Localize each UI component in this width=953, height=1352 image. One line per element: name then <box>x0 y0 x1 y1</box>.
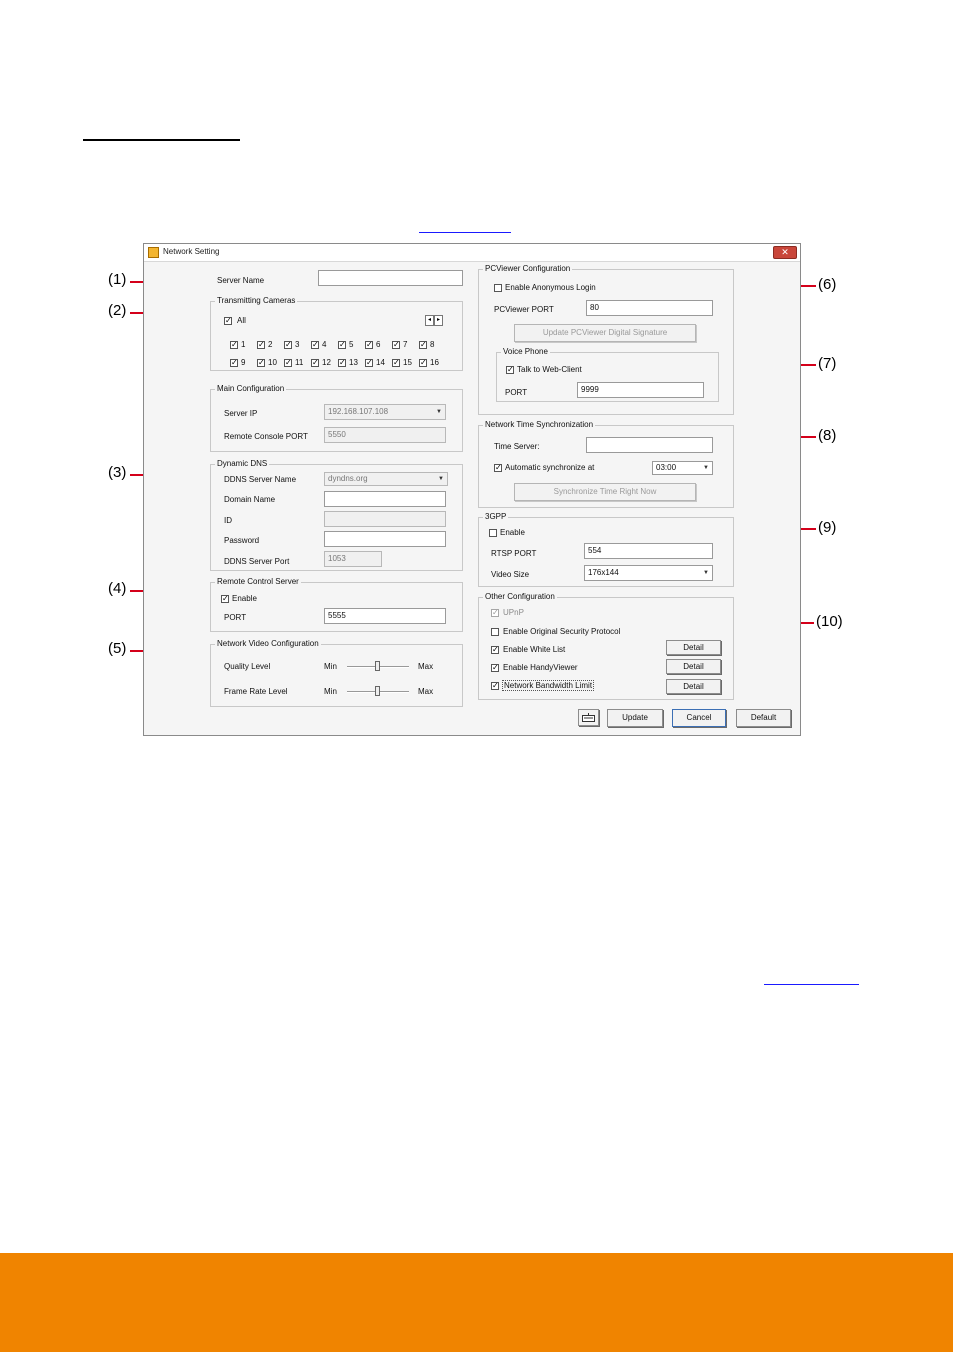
domain-name-input[interactable] <box>324 491 446 507</box>
domain-name-label: Domain Name <box>224 495 276 504</box>
video-size-value: 176x144 <box>588 568 619 577</box>
update-digital-signature-button[interactable]: Update PCViewer Digital Signature <box>514 324 696 342</box>
video-size-select[interactable] <box>584 565 713 581</box>
video-size-label: Video Size <box>491 570 530 579</box>
camera-12-label: 12 <box>322 358 331 367</box>
link-underline[interactable] <box>764 984 859 985</box>
camera-6-label: 6 <box>376 340 381 349</box>
camera-9-checkbox[interactable]: ✓ <box>231 358 238 367</box>
pcviewer-port-input[interactable]: 80 <box>586 300 713 316</box>
anonymous-login-checkbox[interactable] <box>494 284 502 292</box>
bandwidth-detail-button[interactable]: Detail <box>666 679 721 694</box>
default-button[interactable]: Default <box>736 709 791 727</box>
white-list-detail-button[interactable]: Detail <box>666 640 721 655</box>
voice-phone-group <box>496 347 719 402</box>
rtsp-port-label: RTSP PORT <box>491 549 537 558</box>
remote-control-server-group <box>210 577 463 632</box>
chevron-down-icon: ▼ <box>436 409 442 415</box>
handyviewer-checkbox[interactable]: ✓ <box>492 663 499 672</box>
camera-11-checkbox[interactable]: ✓ <box>285 358 292 367</box>
main-configuration-group <box>210 384 463 452</box>
gpp-enable-checkbox[interactable] <box>489 529 497 537</box>
camera-1-label: 1 <box>241 340 246 349</box>
upnp-label: UPnP <box>503 608 524 617</box>
network-video-configuration-group <box>210 639 463 707</box>
all-cameras-checkbox[interactable]: ✓ <box>225 316 232 325</box>
callout-4: (4) <box>108 580 127 597</box>
update-button[interactable]: Update <box>607 709 663 727</box>
remote-console-port-label: Remote Console PORT <box>224 432 308 441</box>
quality-level-label: Quality Level <box>224 662 271 671</box>
pcviewer-configuration-title: PCViewer Configuration <box>485 264 571 273</box>
camera-16-label: 16 <box>430 358 439 367</box>
network-video-configuration-title: Network Video Configuration <box>217 639 319 648</box>
time-sync-title: Network Time Synchronization <box>485 420 594 429</box>
camera-prev-button[interactable]: ◂ <box>425 315 434 326</box>
pcviewer-configuration-group <box>478 264 734 415</box>
voice-phone-title: Voice Phone <box>503 347 548 356</box>
security-protocol-checkbox[interactable] <box>491 628 499 636</box>
camera-14-label: 14 <box>376 358 385 367</box>
callout-2: (2) <box>108 302 127 319</box>
network-setting-window <box>143 243 801 736</box>
camera-4-checkbox[interactable]: ✓ <box>312 340 319 349</box>
remote-control-enable-checkbox[interactable]: ✓ <box>222 594 229 603</box>
voice-phone-port-input[interactable]: 9999 <box>577 382 704 398</box>
window-titlebar <box>144 244 800 262</box>
close-button[interactable]: ✕ <box>773 246 797 259</box>
camera-1-checkbox[interactable]: ✓ <box>231 340 238 349</box>
camera-15-label: 15 <box>403 358 412 367</box>
camera-7-checkbox[interactable]: ✓ <box>393 340 400 349</box>
frame-rate-level-label: Frame Rate Level <box>224 687 288 696</box>
time-server-label: Time Server: <box>494 442 540 451</box>
transmitting-cameras-group <box>210 296 463 371</box>
remote-control-enable-label: Enable <box>232 594 257 603</box>
ddns-server-name-label: DDNS Server Name <box>224 475 297 484</box>
camera-13-checkbox[interactable]: ✓ <box>339 358 346 367</box>
handyviewer-label: Enable HandyViewer <box>503 663 578 672</box>
gpp-group <box>478 512 734 587</box>
chevron-down-icon: ▼ <box>703 570 709 576</box>
pcviewer-port-label: PCViewer PORT <box>494 305 554 314</box>
folder-icon <box>148 247 159 258</box>
chevron-down-icon: ▼ <box>703 465 709 471</box>
camera-2-label: 2 <box>268 340 273 349</box>
time-server-input[interactable] <box>586 437 713 453</box>
frame-rate-min-label: Min <box>324 687 337 696</box>
keyboard-button[interactable] <box>578 709 599 726</box>
callout-8: (8) <box>818 427 837 444</box>
camera-15-checkbox[interactable]: ✓ <box>393 358 400 367</box>
camera-8-label: 8 <box>430 340 435 349</box>
camera-16-checkbox[interactable]: ✓ <box>420 358 427 367</box>
window-title: Network Setting <box>163 247 220 256</box>
other-configuration-group <box>478 592 734 700</box>
ddns-server-port-input[interactable]: 1053 <box>324 551 382 567</box>
remote-control-port-label: PORT <box>224 613 247 622</box>
security-protocol-label: Enable Original Security Protocol <box>503 627 621 636</box>
link-underline[interactable] <box>419 232 511 233</box>
chevron-down-icon: ▼ <box>438 476 444 482</box>
sync-time-select[interactable] <box>652 461 713 475</box>
heading-underline <box>83 139 240 141</box>
upnp-checkbox[interactable]: ✓ <box>492 608 499 617</box>
sync-time-value: 03:00 <box>656 463 677 472</box>
ddns-id-label: ID <box>224 516 232 525</box>
anonymous-login-label: Enable Anonymous Login <box>505 283 596 292</box>
talk-to-web-client-checkbox[interactable]: ✓ <box>507 365 514 374</box>
gpp-enable-label: Enable <box>500 528 525 537</box>
callout-1: (1) <box>108 271 127 288</box>
ddns-server-name-value: dyndns.org <box>328 474 368 483</box>
camera-13-label: 13 <box>349 358 358 367</box>
frame-rate-max-label: Max <box>418 687 434 696</box>
camera-2-checkbox[interactable]: ✓ <box>258 340 265 349</box>
other-configuration-title: Other Configuration <box>485 592 555 601</box>
transmitting-cameras-title: Transmitting Cameras <box>217 296 296 305</box>
server-ip-select[interactable] <box>324 404 446 420</box>
quality-slider[interactable] <box>375 661 380 671</box>
camera-5-label: 5 <box>349 340 354 349</box>
auto-sync-label: Automatic synchronize at <box>505 463 595 472</box>
callout-5: (5) <box>108 640 127 657</box>
bandwidth-limit-label: Network Bandwidth Limit <box>504 681 593 690</box>
callout-3: (3) <box>108 464 127 481</box>
keyboard-icon <box>582 713 595 722</box>
ddns-password-label: Password <box>224 536 260 545</box>
camera-6-checkbox[interactable]: ✓ <box>366 340 373 349</box>
all-cameras-label: All <box>237 316 246 325</box>
quality-min-label: Min <box>324 662 337 671</box>
ddns-server-name-select[interactable] <box>324 472 448 486</box>
camera-10-checkbox[interactable]: ✓ <box>258 358 265 367</box>
frame-rate-slider[interactable] <box>375 686 380 696</box>
ddns-server-port-label: DDNS Server Port <box>224 557 290 566</box>
remote-console-port-input[interactable]: 5550 <box>324 427 446 443</box>
dynamic-dns-group <box>210 459 463 571</box>
remote-control-port-input[interactable]: 5555 <box>324 608 446 624</box>
camera-12-checkbox[interactable]: ✓ <box>312 358 319 367</box>
server-ip-label: Server IP <box>224 409 258 418</box>
voice-phone-port-label: PORT <box>505 388 528 397</box>
server-ip-value: 192.168.107.108 <box>328 407 389 416</box>
sync-now-button[interactable]: Synchronize Time Right Now <box>514 483 696 501</box>
camera-3-checkbox[interactable]: ✓ <box>285 340 292 349</box>
callout-7: (7) <box>818 355 837 372</box>
camera-7-label: 7 <box>403 340 408 349</box>
camera-11-label: 11 <box>295 358 304 367</box>
main-configuration-title: Main Configuration <box>217 384 285 393</box>
remote-control-server-title: Remote Control Server <box>217 577 299 586</box>
ddns-password-input[interactable] <box>324 531 446 547</box>
bandwidth-limit-checkbox[interactable]: ✓ <box>492 681 499 690</box>
handyviewer-detail-button[interactable]: Detail <box>666 659 721 674</box>
white-list-checkbox[interactable]: ✓ <box>492 645 499 654</box>
cancel-button[interactable]: Cancel <box>672 709 726 727</box>
camera-5-checkbox[interactable]: ✓ <box>339 340 346 349</box>
camera-14-checkbox[interactable]: ✓ <box>366 358 373 367</box>
camera-4-label: 4 <box>322 340 327 349</box>
server-name-label: Server Name <box>217 276 265 285</box>
talk-to-web-client-label: Talk to Web-Client <box>517 365 582 374</box>
dynamic-dns-title: Dynamic DNS <box>217 459 268 468</box>
callout-9: (9) <box>818 519 837 536</box>
gpp-title: 3GPP <box>485 512 507 521</box>
callout-6: (6) <box>818 276 837 293</box>
auto-sync-checkbox[interactable]: ✓ <box>495 463 502 472</box>
camera-8-checkbox[interactable]: ✓ <box>420 340 427 349</box>
camera-9-label: 9 <box>241 358 246 367</box>
rtsp-port-input[interactable]: 554 <box>584 543 713 559</box>
callout-10: (10) <box>816 613 843 630</box>
white-list-label: Enable White List <box>503 645 566 654</box>
camera-3-label: 3 <box>295 340 300 349</box>
ddns-id-input[interactable] <box>324 511 446 527</box>
camera-10-label: 10 <box>268 358 277 367</box>
footer-bar <box>0 1253 953 1352</box>
time-sync-group <box>478 420 734 508</box>
quality-max-label: Max <box>418 662 434 671</box>
server-name-input[interactable] <box>318 270 463 286</box>
camera-next-button[interactable]: ▸ <box>434 315 443 326</box>
